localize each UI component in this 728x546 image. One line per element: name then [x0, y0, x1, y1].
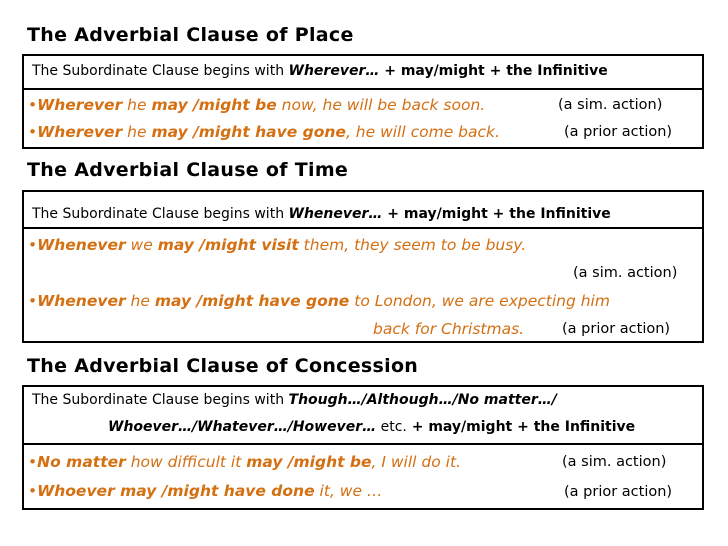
intro-keywords: Whoever…/Whatever…/However… [108, 419, 377, 435]
intro-concession [32, 392, 702, 408]
bullet: • [28, 453, 38, 471]
intro-keyword: Wherever… [288, 63, 380, 79]
text: , he will come back. [345, 123, 500, 141]
note-prior-action: (a prior action) [564, 124, 673, 140]
text: how difficult it [125, 453, 247, 471]
title-concession: The Adverbial Clause of Concession [27, 355, 419, 377]
verb: may /might have gone [151, 123, 346, 141]
intro-keywords: Though…/Although…/No matter…/ [288, 392, 557, 408]
box-place [22, 54, 704, 149]
text: , I will do it. [371, 453, 461, 471]
example-time-2-continued [373, 320, 524, 338]
note-prior-action: (a prior action) [564, 484, 673, 500]
note-sim-action: (a sim. action) [558, 97, 663, 113]
bullet: • [28, 236, 38, 254]
intro-concession-line2 [108, 419, 702, 435]
text: to London, we are expecting him [349, 292, 610, 310]
example-time-2 [28, 292, 702, 310]
intro-time [32, 206, 702, 222]
verb: may /might visit [157, 236, 299, 254]
intro-suffix: + may/might + the Infinitive [382, 206, 611, 222]
bullet: • [28, 96, 38, 114]
keyword: Wherever [37, 96, 123, 114]
text: we [125, 236, 158, 254]
divider [24, 227, 702, 229]
example-time-1 [28, 236, 702, 254]
bullet: • [28, 292, 38, 310]
title-place: The Adverbial Clause of Place [27, 24, 354, 46]
keyword: Whoever may /might have done [37, 482, 315, 500]
intro-suffix: + may/might + the Infinitive [379, 63, 608, 79]
text: he [122, 96, 152, 114]
title-time: The Adverbial Clause of Time [27, 159, 349, 181]
note-sim-action: (a sim. action) [562, 454, 667, 470]
intro-etc: etc. [376, 419, 407, 435]
text: now, he will be back soon. [276, 96, 486, 114]
text: he [122, 123, 152, 141]
keyword: Whenever [37, 292, 126, 310]
intro-prefix: The Subordinate Clause begins with [32, 206, 289, 222]
text: them, they seem to be busy. [298, 236, 527, 254]
note-prior-action: (a prior action) [562, 321, 671, 337]
intro-suffix: + may/might + the Infinitive [406, 419, 636, 435]
intro-prefix: The Subordinate Clause begins with [32, 392, 289, 408]
text: he [125, 292, 155, 310]
verb: may /might be [151, 96, 277, 114]
keyword: No matter [37, 453, 126, 471]
intro-prefix: The Subordinate Clause begins with [32, 63, 289, 79]
box-concession [22, 385, 704, 510]
divider [24, 88, 702, 90]
verb: may /might have gone [154, 292, 350, 310]
divider [24, 443, 702, 445]
keyword: Whenever [37, 236, 126, 254]
bullet: • [28, 482, 38, 500]
note-sim-action: (a sim. action) [573, 265, 678, 281]
bullet: • [28, 123, 38, 141]
verb: may /might be [246, 453, 372, 471]
text: back for Christmas. [373, 320, 525, 338]
intro-keyword: Whenever… [288, 206, 383, 222]
box-time [22, 190, 704, 343]
intro-place [32, 63, 702, 79]
text: it, we … [314, 482, 383, 500]
keyword: Wherever [37, 123, 123, 141]
